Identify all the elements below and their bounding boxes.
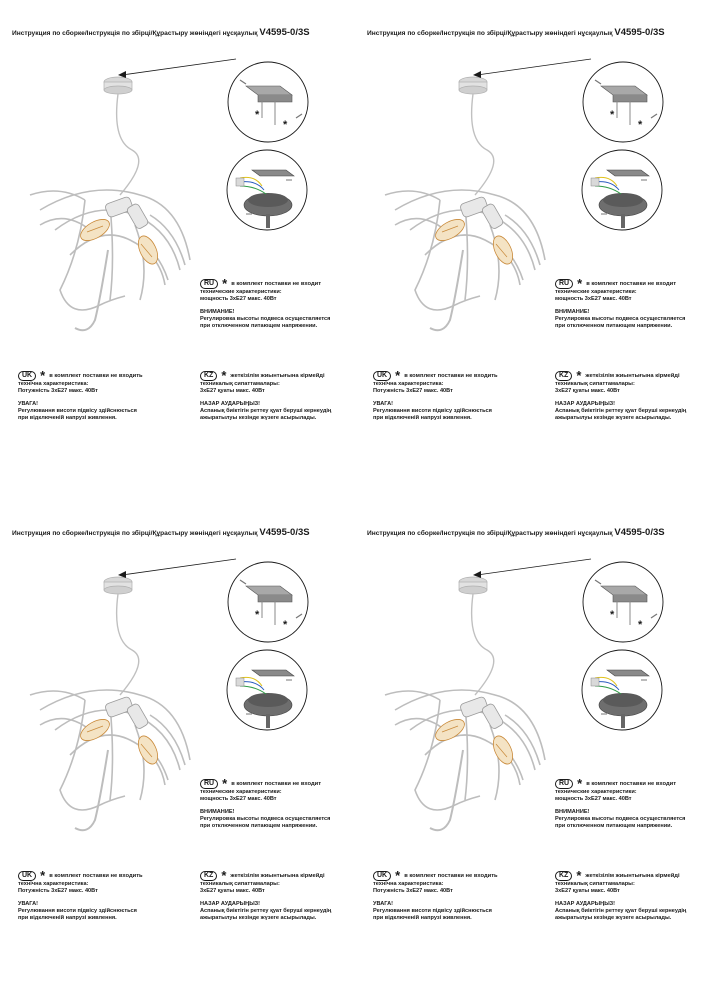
kz-not-included-note: жеткізілім жиынтығына кірмейді (230, 372, 325, 379)
ceiling-canopy (104, 77, 132, 94)
uk-warning-line: при відключеній напрузі живлення. (18, 915, 117, 921)
not-included-mark: * (40, 368, 46, 383)
kz-language-badge: KZ (555, 371, 572, 381)
ru-not-included-note: в комплект поставки не входит (586, 780, 677, 787)
kz-section (555, 368, 687, 422)
ru-spec-value: мощность 3хE27 макс. 40Вт (555, 296, 632, 302)
uk-warning-line: Регулювання висоти підвісу здійснюється (18, 908, 137, 914)
suspension-cord (117, 594, 139, 695)
not-included-mark: * (40, 868, 46, 883)
ru-language-badge: RU (200, 779, 218, 789)
lamp-holders (77, 696, 161, 767)
wiring-detail-circle (582, 150, 662, 230)
kz-warning-line: Аспанық биіктігін реттеу қуат беруші кернеудің (555, 408, 687, 414)
ceiling-canopy (104, 577, 132, 594)
ru-warning-line: при отключенном питающем напряжении. (555, 323, 673, 329)
kz-spec-value: 3хE27 қуаты макс. 40Вт (555, 388, 620, 394)
not-included-mark: * (577, 276, 583, 291)
ru-not-included-note: в комплект поставки не входит (231, 280, 322, 287)
not-included-mark: * (255, 609, 260, 621)
kz-not-included-note: жеткізілім жиынтығына кірмейді (585, 372, 680, 379)
uk-not-included-note: в комплект поставки не входить (404, 872, 498, 879)
kz-not-included-note: жеткізілім жиынтығына кірмейді (585, 872, 680, 879)
kz-spec-title: техникалық сипаттамалары: (200, 881, 280, 887)
kz-spec-title: техникалық сипаттамалары: (555, 881, 635, 887)
ru-warning-line: при отключенном питающем напряжении. (200, 823, 318, 829)
lamp-holders (432, 696, 516, 767)
uk-language-badge: UK (18, 371, 36, 381)
kz-language-badge: KZ (200, 871, 217, 881)
uk-spec-title: технічна характеристика: (18, 881, 89, 887)
bracket-detail-circle (228, 62, 308, 142)
ru-warning-line: при отключенном питающем напряжении. (555, 823, 673, 829)
kz-warning-line: Аспанық биіктігін реттеу қуат беруші кернеудің (200, 908, 332, 914)
suspension-cord (472, 594, 494, 695)
instruction-panel (355, 500, 707, 1000)
not-included-mark: * (222, 276, 228, 291)
ru-spec-value: мощность 3хE27 макс. 40Вт (200, 296, 277, 302)
ru-warning-title: ВНИМАНИЕ! (200, 809, 235, 815)
ru-section (200, 276, 331, 330)
ru-section (200, 776, 331, 830)
title-text: Инструкция по сборке/Інструкція по збірці/Құрастыру жөніндегі нұсқаулық (367, 30, 613, 37)
not-included-mark: * (610, 109, 615, 121)
not-included-mark: * (283, 619, 288, 631)
not-included-mark: * (222, 776, 228, 791)
kz-warning-line: Аспанық биіктігін реттеу қуат беруші кернеудің (555, 908, 687, 914)
kz-language-badge: KZ (200, 371, 217, 381)
not-included-mark: * (577, 776, 583, 791)
kz-warning-line: Аспанық биіктігін реттеу қуат беруші кернеудің (200, 408, 332, 414)
uk-section (373, 368, 498, 422)
ru-not-included-note: в комплект поставки не входит (231, 780, 322, 787)
title-text: Инструкция по сборке/Інструкція по збірці/Құрастыру жөніндегі нұсқаулық (12, 530, 258, 537)
assembly-diagram (355, 500, 707, 1000)
kz-language-badge: KZ (555, 871, 572, 881)
kz-warning-line: ажыратылуы кезінде жүзеге асырылады. (555, 915, 672, 921)
lamp-holders (432, 196, 516, 267)
ceiling-canopy (459, 77, 487, 94)
uk-warning-title: УВАГА! (373, 901, 394, 907)
title-text: Инструкция по сборке/Інструкція по збірці/Құрастыру жөніндегі нұсқаулық (367, 530, 613, 537)
uk-spec-value: Потужність 3хE27 макс. 40Вт (373, 888, 453, 894)
ru-section (555, 776, 686, 830)
kz-section (555, 868, 687, 922)
not-included-mark: * (610, 609, 615, 621)
pointer-arrow (477, 59, 591, 75)
uk-language-badge: UK (18, 871, 36, 881)
ru-warning-line: Регулировка высоты подвеса осуществляется (200, 816, 331, 822)
ceiling-canopy (459, 577, 487, 594)
uk-warning-title: УВАГА! (18, 401, 39, 407)
kz-spec-title: техникалық сипаттамалары: (555, 381, 635, 387)
ru-language-badge: RU (555, 779, 573, 789)
ru-warning-title: ВНИМАНИЕ! (200, 309, 235, 315)
uk-spec-title: технічна характеристика: (18, 381, 89, 387)
ru-warning-line: Регулировка высоты подвеса осуществляется (555, 316, 686, 322)
not-included-mark: * (255, 109, 260, 121)
uk-warning-line: при відключеній напрузі живлення. (18, 415, 117, 421)
kz-spec-value: 3хE27 қуаты макс. 40Вт (200, 388, 265, 394)
uk-language-badge: UK (373, 371, 391, 381)
assembly-diagram (0, 0, 353, 500)
kz-section (200, 868, 332, 922)
kz-warning-line: ажыратылуы кезінде жүзеге асырылады. (555, 415, 672, 421)
uk-spec-value: Потужність 3хE27 макс. 40Вт (373, 388, 453, 394)
uk-section (18, 868, 143, 922)
ru-spec-title: технические характеристики: (555, 289, 637, 295)
not-included-mark: * (395, 368, 401, 383)
ru-spec-title: технические характеристики: (200, 289, 282, 295)
ru-warning-title: ВНИМАНИЕ! (555, 809, 590, 815)
kz-warning-line: ажыратылуы кезінде жүзеге асырылады. (200, 415, 317, 421)
pointer-arrow (122, 559, 236, 575)
lamp-holders (77, 196, 161, 267)
not-included-mark: * (221, 868, 227, 883)
kz-spec-title: техникалық сипаттамалары: (200, 381, 280, 387)
uk-spec-value: Потужність 3хE27 макс. 40Вт (18, 888, 98, 894)
title-text: Инструкция по сборке/Інструкція по збірці/Құрастыру жөніндегі нұсқаулық (12, 30, 258, 37)
model-number: V4595-0/3S (614, 527, 665, 538)
kz-spec-value: 3хE27 қуаты макс. 40Вт (555, 888, 620, 894)
uk-spec-value: Потужність 3хE27 макс. 40Вт (18, 388, 98, 394)
suspension-cord (472, 94, 494, 195)
uk-section (18, 368, 143, 422)
ru-language-badge: RU (200, 279, 218, 289)
uk-warning-title: УВАГА! (18, 901, 39, 907)
uk-warning-line: при відключеній напрузі живлення. (373, 915, 472, 921)
assembly-diagram (355, 0, 707, 500)
ru-section (555, 276, 686, 330)
ru-spec-title: технические характеристики: (555, 789, 637, 795)
model-number: V4595-0/3S (614, 27, 665, 38)
not-included-mark: * (576, 368, 582, 383)
model-number: V4595-0/3S (259, 527, 310, 538)
hook-arm (75, 250, 108, 330)
wiring-detail-circle (227, 150, 307, 230)
bracket-detail-circle (583, 562, 663, 642)
kz-warning-title: НАЗАР АУДАРЫҢЫЗ! (200, 401, 261, 407)
uk-warning-line: Регулювання висоти підвісу здійснюється (373, 908, 492, 914)
ru-spec-title: технические характеристики: (200, 789, 282, 795)
pointer-arrow (122, 59, 236, 75)
kz-warning-line: ажыратылуы кезінде жүзеге асырылады. (200, 915, 317, 921)
uk-warning-line: Регулювання висоти підвісу здійснюється (18, 408, 137, 414)
ru-spec-value: мощность 3хE27 макс. 40Вт (555, 796, 632, 802)
not-included-mark: * (638, 119, 643, 131)
hook-arm (75, 750, 108, 830)
kz-not-included-note: жеткізілім жиынтығына кірмейді (230, 872, 325, 879)
kz-section (200, 368, 332, 422)
hook-arm (430, 250, 463, 330)
instruction-panel (0, 0, 353, 500)
ru-warning-line: Регулировка высоты подвеса осуществляется (555, 816, 686, 822)
ru-spec-value: мощность 3хE27 макс. 40Вт (200, 796, 277, 802)
kz-warning-title: НАЗАР АУДАРЫҢЫЗ! (555, 901, 616, 907)
uk-warning-line: Регулювання висоти підвісу здійснюється (373, 408, 492, 414)
bracket-detail-circle (583, 62, 663, 142)
not-included-mark: * (221, 368, 227, 383)
uk-warning-title: УВАГА! (373, 401, 394, 407)
kz-warning-title: НАЗАР АУДАРЫҢЫЗ! (555, 401, 616, 407)
uk-not-included-note: в комплект поставки не входить (49, 872, 143, 879)
model-number: V4595-0/3S (259, 27, 310, 38)
instruction-panel (355, 0, 707, 500)
hook-arm (430, 750, 463, 830)
ru-warning-line: при отключенном питающем напряжении. (200, 323, 318, 329)
suspension-cord (117, 94, 139, 195)
wiring-detail-circle (582, 650, 662, 730)
uk-language-badge: UK (373, 871, 391, 881)
ru-not-included-note: в комплект поставки не входит (586, 280, 677, 287)
assembly-diagram (0, 500, 353, 1000)
not-included-mark: * (283, 119, 288, 131)
not-included-mark: * (395, 868, 401, 883)
uk-not-included-note: в комплект поставки не входить (49, 372, 143, 379)
uk-spec-title: технічна характеристика: (373, 881, 444, 887)
uk-not-included-note: в комплект поставки не входить (404, 372, 498, 379)
not-included-mark: * (576, 868, 582, 883)
kz-warning-title: НАЗАР АУДАРЫҢЫЗ! (200, 901, 261, 907)
uk-spec-title: технічна характеристика: (373, 381, 444, 387)
ru-language-badge: RU (555, 279, 573, 289)
bracket-detail-circle (228, 562, 308, 642)
ru-warning-line: Регулировка высоты подвеса осуществляется (200, 316, 331, 322)
ru-warning-title: ВНИМАНИЕ! (555, 309, 590, 315)
instruction-panel (0, 500, 353, 1000)
wiring-detail-circle (227, 650, 307, 730)
not-included-mark: * (638, 619, 643, 631)
uk-section (373, 868, 498, 922)
kz-spec-value: 3хE27 қуаты макс. 40Вт (200, 888, 265, 894)
uk-warning-line: при відключеній напрузі живлення. (373, 415, 472, 421)
pointer-arrow (477, 559, 591, 575)
